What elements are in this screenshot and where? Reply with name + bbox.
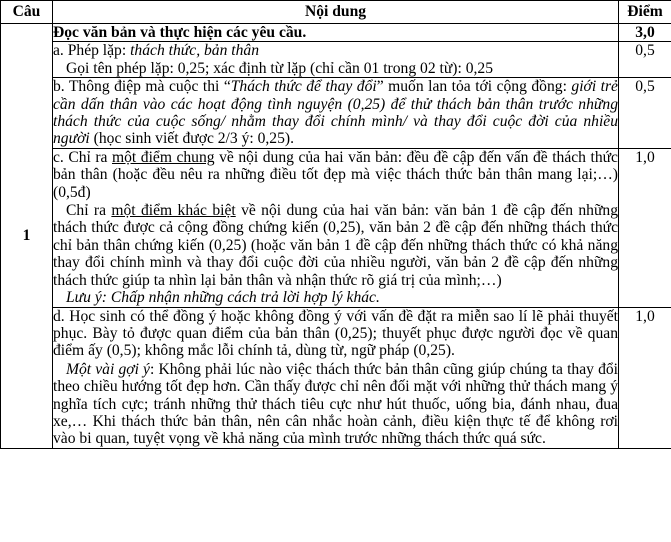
part-d-row [1, 307, 671, 448]
part-b-message: giới trẻ cần dấn thân vào các hoạt động tình nguyện (0,25) để thử thách bản thân trước những thách thức của cuộc sống/ nhằm thay đổi chính mình/ và thay đổi cuộc đời của nhiều người [53, 78, 618, 148]
part-c-common-point: một điểm chung [112, 148, 215, 166]
part-c-row [1, 148, 671, 307]
part-d-hint-label: Một vài gợi ý [66, 360, 150, 378]
part-a-row [1, 42, 671, 78]
part-c-p1-rest: về nội dung của hai văn bản: đều đề cập đến vấn đề thách thức bản thân (hoặc đều nêu ra những điều tốt đẹp mà việc thách thức bản thân mang lại;…) (0,5đ) [53, 148, 618, 201]
part-c-content [53, 148, 619, 307]
header-diem: Điểm [619, 1, 671, 24]
part-a-answer: thách thức, bản thân [130, 42, 260, 60]
part-b-score: 0,5 [619, 78, 671, 149]
part-b-intro-end: ” muốn lan tỏa tới cộng đồng: [376, 78, 572, 96]
header-cau: Câu [1, 1, 53, 24]
part-a-scoring: Gọi tên phép lặp: 0,25; xác định từ lặp (chỉ cần 01 trong 02 từ): 0,25 [66, 59, 494, 77]
part-d-content [53, 307, 619, 448]
header-row [1, 1, 671, 24]
part-b-note: (học sinh viết được 2/3 ý: 0,25). [89, 130, 294, 148]
part-c-p2-rest: về nội dung của hai văn bản: văn bản 1 đề cập đến những thách thức được cả cộng đồng chứng kiến (0,25), văn bản 2 đề cập đến những thách thức chỉ bản thân chứng kiến (0,25) (hoặc văn bản 1 đề cập đến những thách thức có khả năng thay đổi chính mình và thay đổi cuộc đời của nhiều người, văn bản 2 đề cập đến những thách thức giúp ta nhìn lại bản thân và nhận thức rõ giá trị của mình;…) [53, 202, 618, 289]
part-d-criteria: d. Học sinh có thể đồng ý hoặc không đồng ý với vấn đề đặt ra miễn sao lí lẽ phải thuyết phục. Bày tỏ được quan điểm của bản thân (0,25); thuyết phục được người đọc về quan điểm ấy (0,5); không mắc lỗi chính tả, dùng từ, ngữ pháp (0,25). [53, 307, 618, 360]
part-b-content [53, 78, 619, 149]
part-b-contest-title: Thách thức để thay đổi [230, 78, 377, 96]
part-c-note: Lưu ý: Chấp nhận những cách trả lời hợp lý khác. [66, 289, 380, 307]
part-a-content [53, 42, 619, 78]
part-a-score: 0,5 [619, 42, 671, 78]
part-a-label: a. Phép lặp: [53, 42, 131, 60]
intro-score: 3,0 [619, 24, 671, 42]
part-b-intro: b. Thông điệp mà cuộc thi “ [53, 78, 231, 96]
question-number: 1 [1, 24, 53, 449]
part-b-row [1, 78, 671, 149]
part-d-hint: : Không phải lúc nào việc thách thức bản thân cũng giúp chúng ta thay đổi theo chiều hướng tốt đẹp hơn. Cần thấy được chỉ nên đối mặt với những thử thách mang ý nghĩa tích cực; tránh những thử thách tiêu cực như hút thuốc, uống bia, đánh nhau, đua xe,… Khi thách thức bản thân, nên cân nhắc hoàn cảnh, điều kiện thực tế để không rơi vào bi quan, tuyệt vọng về khả năng của mình trước những thách thức quá sức. [53, 360, 618, 448]
part-d-score: 1,0 [619, 307, 671, 448]
intro-row [1, 24, 671, 42]
intro-text: Đọc văn bản và thực hiện các yêu cầu. [53, 24, 619, 42]
part-c-difference-point: một điểm khác biệt [111, 202, 236, 220]
part-c-p2-start: Chỉ ra [66, 202, 112, 220]
header-noi-dung: Nội dung [53, 1, 619, 24]
part-c-score: 1,0 [619, 148, 671, 307]
part-c-p1-start: c. Chỉ ra [53, 148, 112, 166]
